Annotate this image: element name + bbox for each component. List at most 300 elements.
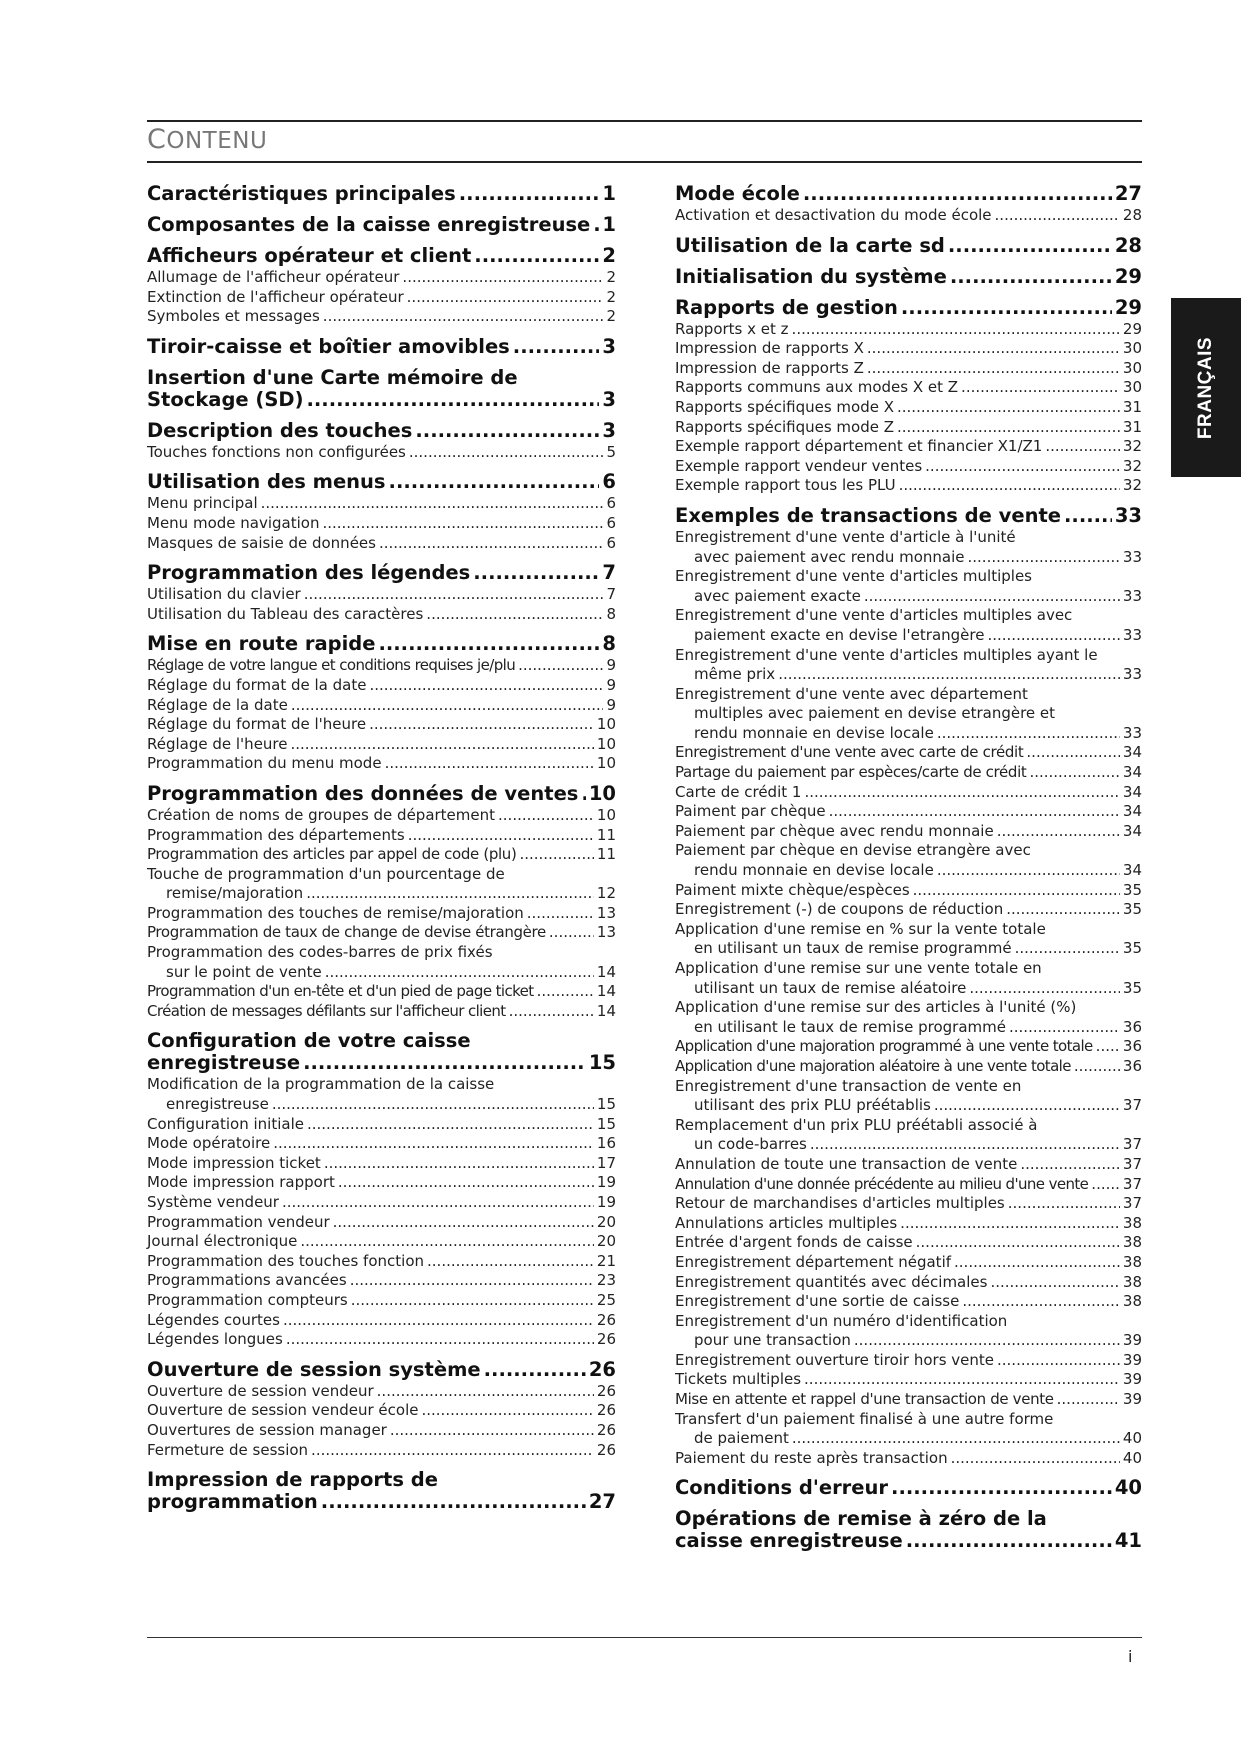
section-page-number: 33 <box>1114 503 1142 527</box>
entry-text: rendu monnaie en devise locale <box>694 861 934 880</box>
toc-section <box>675 1477 1142 1499</box>
section-page-number: 1 <box>602 182 616 205</box>
toc-entry <box>147 268 616 288</box>
dot-leader <box>897 398 1120 418</box>
entry-text: Mode impression ticket <box>147 1153 321 1172</box>
toc-entry <box>147 943 616 982</box>
page-title-rest: ONTENU <box>166 128 268 154</box>
entry-page-number: 33 <box>1122 547 1142 566</box>
entry-text-line: Enregistrement d'une vente d'article à l'unité <box>675 527 1016 546</box>
dot-leader <box>377 1382 594 1402</box>
dot-leader <box>282 1193 594 1213</box>
dot-leader <box>1045 437 1120 457</box>
toc-entry <box>147 1213 616 1233</box>
entry-text: Impression de rapports Z <box>675 358 864 377</box>
dot-leader <box>272 1095 594 1115</box>
entry-page-number: 21 <box>596 1251 616 1270</box>
entry-text-line: Application d'une remise sur une vente totale en <box>675 959 1042 977</box>
section-heading <box>147 562 616 584</box>
entry-text: Mode opératoire <box>147 1134 271 1153</box>
entry-text: avec paiement exacte <box>694 586 861 605</box>
entry-text-line: Transfert d'un paiement finalisé à une autre forme <box>675 1409 1054 1428</box>
section-page-number: 8 <box>602 632 616 656</box>
dot-leader <box>407 288 604 308</box>
section-title: enregistreuse <box>147 1051 301 1075</box>
entry-page-number: 37 <box>1122 1154 1142 1173</box>
toc-entry <box>675 1370 1142 1390</box>
entry-text: Carte de crédit 1 <box>675 782 802 801</box>
toc-section <box>675 266 1142 288</box>
section-heading <box>147 1030 616 1074</box>
section-title: Mise en route rapide <box>147 632 376 656</box>
entry-page-number: 26 <box>596 1330 616 1349</box>
dot-leader <box>925 457 1120 477</box>
toc-entry <box>675 1214 1142 1234</box>
entry-page-number: 10 <box>596 754 616 773</box>
dot-leader <box>519 845 593 865</box>
entry-page-number: 36 <box>1122 1017 1142 1036</box>
entry-text-line: Application d'une remise en % sur la vente totale <box>675 919 1046 938</box>
entry-text-line: Remplacement d'un prix PLU préétabli associé à <box>675 1115 1038 1134</box>
entry-page-number: 5 <box>606 442 616 461</box>
entry-page-number: 30 <box>1122 358 1142 377</box>
section-heading <box>147 1359 616 1381</box>
toc-section <box>675 505 1142 1469</box>
entry-text: Légendes longues <box>147 1330 283 1349</box>
section-title-line: Insertion d'une Carte mémoire de <box>147 365 518 389</box>
section-title-line: Impression de rapports de <box>147 1468 438 1492</box>
dot-leader <box>527 904 594 924</box>
dot-leader <box>899 476 1120 496</box>
dot-leader <box>379 534 603 554</box>
toc-entry <box>147 605 616 625</box>
entry-row <box>675 587 1142 607</box>
section-title: Tiroir-caisse et boîtier amovibles <box>147 334 510 358</box>
dot-leader <box>261 494 604 514</box>
entry-row <box>147 963 616 983</box>
toc-entry <box>147 1115 616 1135</box>
toc-section <box>147 633 616 774</box>
toc-entry <box>147 1252 616 1272</box>
entry-text: Programmation des articles par appel de code (plu) <box>147 845 517 864</box>
toc-section <box>147 1359 616 1460</box>
entry-text: en utilisant un taux de remise programmé <box>694 939 1012 958</box>
entry-row <box>675 1135 1142 1155</box>
entry-text-line: Enregistrement d'une vente d'articles multiples ayant le <box>675 645 1098 664</box>
entry-text: Programmation des touches de remise/majoration <box>147 903 524 922</box>
dot-leader <box>300 1232 594 1252</box>
toc-entry <box>675 1116 1142 1155</box>
entry-page-number: 13 <box>596 903 616 922</box>
dot-leader <box>968 548 1120 568</box>
section-title: Description des touches <box>147 418 413 442</box>
entry-page-number: 33 <box>1122 665 1142 684</box>
entry-page-number: 35 <box>1122 900 1142 919</box>
entry-page-number: 19 <box>596 1173 616 1192</box>
dot-leader <box>369 676 603 696</box>
section-title-row <box>675 1530 1142 1552</box>
toc-entry <box>675 320 1142 340</box>
entry-text: utilisant un taux de remise aléatoire <box>694 978 967 997</box>
entry-text: Programmation d'un en-tête et d'un pied de page ticket <box>147 982 534 1001</box>
toc-entry <box>147 715 616 735</box>
toc-entry <box>147 1330 616 1350</box>
section-title: Programmation des données de ventes <box>147 781 579 805</box>
section-page-number: 3 <box>602 334 616 358</box>
toc-entry <box>147 443 616 463</box>
page-number: i <box>1128 1647 1133 1666</box>
entry-text: Légendes courtes <box>147 1310 280 1329</box>
toc-entry <box>675 398 1142 418</box>
section-page-number: 40 <box>1114 1476 1142 1500</box>
dot-leader <box>854 1331 1120 1351</box>
section-title: Afficheurs opérateur et client <box>147 244 472 267</box>
toc-entry <box>147 514 616 534</box>
dot-leader <box>901 297 1112 319</box>
entry-page-number: 37 <box>1122 1096 1142 1115</box>
entry-row <box>675 724 1142 744</box>
entry-text: pour une transaction <box>694 1331 851 1350</box>
section-page-number: 26 <box>588 1357 616 1381</box>
entry-row <box>675 626 1142 646</box>
section-title: Utilisation des menus <box>147 470 386 494</box>
entry-text: Ouverture de session vendeur école <box>147 1401 419 1420</box>
section-title-row <box>147 1052 616 1074</box>
toc-entry <box>675 900 1142 920</box>
toc-entry <box>675 528 1142 567</box>
toc-entry <box>675 567 1142 606</box>
dot-leader <box>792 320 1120 340</box>
toc-entry <box>147 676 616 696</box>
entry-text: Réglage du format de la date <box>147 675 367 694</box>
dot-leader <box>990 1273 1119 1293</box>
entry-text: Partage du paiement par espèces/carte de crédit <box>675 763 1027 782</box>
entry-text: Journal électronique <box>147 1232 298 1251</box>
entry-page-number: 26 <box>596 1381 616 1400</box>
entry-text: utilisant des prix PLU préétablis <box>694 1096 931 1115</box>
toc-entry <box>147 845 616 865</box>
entry-text: Enregistrement quantités avec décimales <box>675 1272 988 1291</box>
section-heading <box>675 297 1142 319</box>
toc-entry <box>147 754 616 774</box>
toc-entry <box>675 1292 1142 1312</box>
entry-text: Paiement par chèque avec rendu monnaie <box>675 821 994 840</box>
dot-leader <box>338 1173 594 1193</box>
toc-entry <box>675 783 1142 803</box>
entry-text: Rapports spécifiques mode Z <box>675 417 894 436</box>
dot-leader <box>291 735 594 755</box>
entry-text: Réglage de votre langue et conditions requises je/plu <box>147 656 516 675</box>
toc-section <box>147 245 616 327</box>
entry-text: Création de noms de groupes de département <box>147 805 496 824</box>
entry-text-line: Enregistrement d'une vente d'articles multiples <box>675 567 1032 586</box>
entry-text: Enregistrement d'une vente avec carte de crédit <box>675 743 1024 762</box>
toc-entry <box>675 418 1142 438</box>
entry-row <box>675 861 1142 881</box>
entry-page-number: 38 <box>1122 1213 1142 1232</box>
toc-entry <box>147 1193 616 1213</box>
section-heading <box>147 420 616 442</box>
toc-entry <box>675 457 1142 477</box>
entry-page-number: 33 <box>1122 625 1142 644</box>
section-entries <box>147 656 616 774</box>
dot-leader <box>581 783 585 805</box>
entry-page-number: 37 <box>1122 1174 1142 1193</box>
page-title-initial: C <box>147 124 167 155</box>
entry-text: Paiement du reste après transaction <box>675 1448 948 1467</box>
dot-leader <box>969 979 1120 999</box>
dot-leader <box>1096 1037 1120 1057</box>
toc-entry <box>675 646 1142 685</box>
section-heading <box>675 183 1142 205</box>
entry-page-number: 7 <box>606 585 616 604</box>
toc-entry <box>147 1421 616 1441</box>
entry-page-number: 23 <box>596 1271 616 1290</box>
entry-text: Enregistrement d'une sortie de caisse <box>675 1292 960 1311</box>
entry-text-line: Touche de programmation d'un pourcentage de <box>147 864 505 883</box>
dot-leader <box>997 822 1120 842</box>
entry-row <box>675 1018 1142 1038</box>
section-title: programmation <box>147 1490 318 1514</box>
dot-leader <box>415 420 599 442</box>
entry-page-number: 9 <box>606 675 616 694</box>
entry-page-number: 36 <box>1122 1056 1142 1075</box>
entry-page-number: 15 <box>596 1095 616 1114</box>
section-title: Conditions d'erreur <box>675 1476 889 1500</box>
section-page-number: 28 <box>1114 233 1142 257</box>
toc-entry <box>675 606 1142 645</box>
section-page-number: 29 <box>1114 295 1142 319</box>
section-title: caisse enregistreuse <box>675 1529 903 1553</box>
entry-text: Réglage du format de l'heure <box>147 715 367 734</box>
dot-leader <box>937 724 1120 744</box>
entry-text: Enregistrement département négatif <box>675 1252 952 1271</box>
toc-entry <box>675 1057 1142 1077</box>
entry-page-number: 39 <box>1122 1370 1142 1389</box>
entry-text: Touches fonctions non configurées <box>147 442 406 461</box>
toc-entry <box>675 1312 1142 1351</box>
entry-text: Réglage de la date <box>147 695 288 714</box>
section-entries <box>147 1075 616 1349</box>
dot-leader <box>803 183 1112 205</box>
toc-entry <box>675 1077 1142 1116</box>
toc-entry <box>147 696 616 716</box>
section-title: Programmation des légendes <box>147 561 471 585</box>
entry-page-number: 34 <box>1122 861 1142 880</box>
dot-leader <box>1074 1057 1120 1077</box>
entry-text: remise/majoration <box>166 884 304 903</box>
entry-page-number: 10 <box>596 715 616 734</box>
toc-entry <box>675 1253 1142 1273</box>
toc-entry <box>147 982 616 1002</box>
dot-leader <box>324 1154 594 1174</box>
dot-leader <box>961 378 1120 398</box>
entry-text: Activation et desactivation du mode école <box>675 206 992 224</box>
dot-leader <box>321 1491 586 1513</box>
section-title: Mode école <box>675 182 800 205</box>
toc-section <box>675 235 1142 257</box>
toc-entry <box>675 378 1142 398</box>
entry-page-number: 36 <box>1122 1037 1142 1056</box>
entry-text: Utilisation du Tableau des caractères <box>147 604 424 623</box>
entry-text: Annulation de toute une transaction de vente <box>675 1154 1018 1173</box>
entry-page-number: 40 <box>1122 1448 1142 1467</box>
dot-leader <box>498 806 594 826</box>
entry-text: Programmation des touches fonction <box>147 1251 425 1270</box>
entry-text: Mode impression rapport <box>147 1173 335 1192</box>
toc-entry <box>147 735 616 755</box>
dot-leader <box>867 339 1120 359</box>
dot-leader <box>351 1291 594 1311</box>
dot-leader <box>916 1233 1120 1253</box>
entry-text-line: multiples avec paiement en devise etrangère et <box>694 704 1056 723</box>
dot-leader <box>484 1359 586 1381</box>
section-entries <box>675 320 1142 496</box>
entry-page-number: 34 <box>1122 802 1142 821</box>
toc-section <box>147 420 616 463</box>
toc-section <box>147 183 616 205</box>
dot-leader <box>389 471 600 493</box>
entry-page-number: 32 <box>1122 476 1142 495</box>
section-title: Exemples de transactions de vente <box>675 503 1062 527</box>
toc-entry <box>147 806 616 826</box>
entry-page-number: 33 <box>1122 586 1142 605</box>
section-title: Composantes de la caisse enregistreuse <box>147 213 591 236</box>
dot-leader <box>997 1351 1120 1371</box>
toc-entry <box>675 959 1142 998</box>
toc-entry <box>147 1232 616 1252</box>
entry-text: Configuration initiale <box>147 1114 304 1133</box>
section-page-number: 15 <box>588 1051 616 1075</box>
dot-leader <box>1064 505 1112 527</box>
section-title-line: Configuration de votre caisse <box>147 1029 471 1053</box>
entry-page-number: 40 <box>1122 1429 1142 1448</box>
entry-page-number: 38 <box>1122 1252 1142 1271</box>
entry-page-number: 10 <box>596 805 616 824</box>
entry-text: avec paiement avec rendu monnaie <box>694 547 965 566</box>
dot-leader <box>1026 743 1120 763</box>
section-entries <box>147 443 616 463</box>
entry-page-number: 39 <box>1122 1331 1142 1350</box>
entry-page-number: 37 <box>1122 1194 1142 1213</box>
entry-page-number: 25 <box>596 1290 616 1309</box>
dot-leader <box>303 1052 586 1074</box>
toc-entry <box>147 1075 616 1114</box>
toc-entry <box>147 826 616 846</box>
toc-entry <box>675 1449 1142 1469</box>
entry-text: rendu monnaie en devise locale <box>694 723 934 742</box>
entry-text: Menu mode navigation <box>147 513 320 532</box>
entry-text: Exemple rapport département et financier X1/Z1 <box>675 437 1043 456</box>
dot-leader <box>1015 939 1120 959</box>
entry-text: Ouvertures de session manager <box>147 1420 387 1439</box>
dot-leader <box>778 665 1120 685</box>
language-tab <box>1171 298 1241 477</box>
toc-entry <box>675 1410 1142 1449</box>
entry-page-number: 2 <box>606 307 616 326</box>
toc-entry <box>675 881 1142 901</box>
dot-leader <box>934 1096 1120 1116</box>
entry-text-line: Paiement par chèque en devise etrangère avec <box>675 841 1031 860</box>
toc-section <box>147 367 616 411</box>
entry-text: Programmation vendeur <box>147 1212 330 1231</box>
dot-leader <box>987 626 1119 646</box>
toc-section <box>147 1469 616 1513</box>
section-page-number: 29 <box>1114 264 1142 288</box>
dot-leader <box>390 1421 594 1441</box>
entry-text: Création de messages défilants sur l'afficheur client <box>147 1001 506 1020</box>
entry-text: Masques de saisie de données <box>147 533 376 552</box>
toc-entry <box>147 585 616 605</box>
dot-leader <box>273 1134 594 1154</box>
entry-page-number: 34 <box>1122 743 1142 762</box>
toc-entry <box>675 1194 1142 1214</box>
toc-section <box>147 336 616 358</box>
entry-page-number: 16 <box>596 1134 616 1153</box>
dot-leader <box>829 802 1120 822</box>
dot-leader <box>307 1115 594 1135</box>
entry-page-number: 10 <box>596 734 616 753</box>
section-heading <box>147 783 616 805</box>
dot-leader <box>900 1214 1120 1234</box>
toc-entry <box>147 534 616 554</box>
section-title: Caractéristiques principales <box>147 182 456 205</box>
dot-leader <box>995 206 1120 226</box>
entry-text: Ouverture de session vendeur <box>147 1381 374 1400</box>
dot-leader <box>1091 1175 1120 1195</box>
entry-text: Programmation de taux de change de devise étrangère <box>147 923 546 942</box>
toc-entry <box>147 1271 616 1291</box>
entry-text: Programmation du menu mode <box>147 754 382 773</box>
toc-section <box>147 1030 616 1349</box>
toc-entry <box>675 822 1142 842</box>
dot-leader <box>549 923 594 943</box>
dot-leader <box>867 359 1120 379</box>
dot-leader <box>322 514 603 534</box>
entry-page-number: 35 <box>1122 978 1142 997</box>
dot-leader <box>509 1002 594 1022</box>
entry-text: Menu principal <box>147 494 258 513</box>
entry-text: même prix <box>694 665 776 684</box>
toc-entry <box>147 1154 616 1174</box>
toc-entry <box>147 307 616 327</box>
dot-leader <box>409 443 604 463</box>
dot-leader <box>1009 1018 1120 1038</box>
section-title: Ouverture de session système <box>147 1357 481 1381</box>
entry-page-number: 26 <box>596 1420 616 1439</box>
section-title: Rapports de gestion <box>675 295 898 319</box>
toc-entry <box>675 1155 1142 1175</box>
dot-leader <box>473 562 599 584</box>
toc-entry <box>675 998 1142 1037</box>
entry-page-number: 35 <box>1122 880 1142 899</box>
section-entries <box>147 806 616 1022</box>
toc-entry <box>675 1037 1142 1057</box>
dot-leader <box>891 1477 1112 1499</box>
entry-text: Mise en attente et rappel d'une transaction de vente <box>675 1390 1054 1409</box>
dot-leader <box>906 1530 1112 1552</box>
entry-page-number: 12 <box>596 884 616 903</box>
entry-text: Tickets multiples <box>675 1370 802 1389</box>
dot-leader <box>954 1253 1120 1273</box>
section-heading <box>147 1469 616 1513</box>
entry-text: Impression de rapports X <box>675 339 864 358</box>
section-title-row <box>147 389 616 411</box>
section-title-line: Opérations de remise à zéro de la <box>675 1507 1047 1531</box>
toc-entry <box>147 1401 616 1421</box>
entry-page-number: 31 <box>1122 397 1142 416</box>
toc-entry <box>675 802 1142 822</box>
